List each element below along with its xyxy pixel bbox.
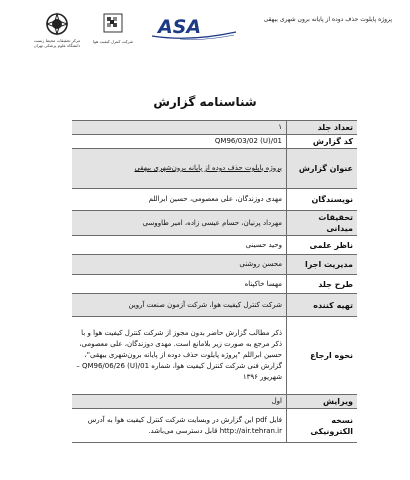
value-prepared-by: شرکت کنترل کیفیت هوا، شرکت آزمون صنعت آروین	[72, 294, 287, 317]
label-field-research: تحقیقات میدانی	[287, 211, 358, 236]
table-row	[72, 135, 357, 149]
table-row	[72, 255, 357, 275]
company-logo	[90, 12, 136, 54]
table-row	[72, 236, 357, 255]
label-edition: ویرایش	[287, 395, 358, 409]
university-logo	[28, 12, 86, 54]
left-logo-caption: مرکز تحقیقات محیط زیست دانشگاه علوم پزشکی تهران	[33, 38, 81, 48]
label-citation: نحوه ارجاع	[287, 317, 358, 395]
table-row	[72, 317, 357, 395]
label-execution-manager: مدیریت اجرا	[287, 255, 358, 275]
value-citation: ذکر مطالب گزارش حاضر بدون مجوز از شرکت کنترل کیفیت هوا و با ذکر مرجع به صورت زیر بلامانع است. مهدی دوزندگان، علی معصومی، حسین ابراللم "پروژه پایلوت حذف دوده از پایانه برون‌شهری بیهقی"، گزارش فنی شرکت کنترل کیفیت هوا، شماره QM96/06/26 (U)/01 – شهریور ۱۳۹۶	[72, 317, 287, 395]
middle-logo-caption: شرکت کنترل کیفیت هوا	[92, 39, 134, 44]
project-header-title: پروژه پایلوت حذف دوده از پایانه برون شهری بیهقی	[263, 16, 392, 23]
value-edition: اول	[72, 395, 287, 409]
value-execution-manager: محسن روشنی	[72, 255, 287, 275]
label-authors: نویسندگان	[287, 189, 358, 211]
table-row	[72, 121, 357, 135]
university-emblem-icon	[45, 12, 69, 36]
asa-logo	[150, 14, 238, 44]
value-report-title: پروژه پایلوت حذف دوده از پایانه برون‌شهری بیهقی	[72, 149, 287, 189]
label-scientific-supervisor: ناظر علمی	[287, 236, 358, 255]
value-electronic-version: فایل pdf این گزارش در وبسایت شرکت کنترل کیفیت هوا به آدرس http://air.tehran.ir قابل دسترسی می‌باشد.	[72, 409, 287, 443]
value-field-research: مهرداد پرنیان، حسام عیسی زاده، امیر طاووسی	[72, 211, 287, 236]
value-authors: مهدی دوزندگان، علی معصومی، حسین ابراللم	[72, 189, 287, 211]
label-cover-design: طرح جلد	[287, 275, 358, 294]
value-cover-design: مهسا خاکپناه	[72, 275, 287, 294]
label-electronic-version: نسخه الکترونیکی	[287, 409, 358, 443]
table-row	[72, 395, 357, 409]
company-emblem-icon	[102, 12, 124, 36]
label-prepared-by: تهیه کننده	[287, 294, 358, 317]
table-row	[72, 211, 357, 236]
table-row	[72, 149, 357, 189]
table-row	[72, 294, 357, 317]
value-report-code: QM96/03/02 (U)/01	[72, 135, 287, 149]
table-row	[72, 409, 357, 443]
asa-logo-text: ASA	[158, 16, 202, 38]
label-volumes: تعداد جلد	[287, 121, 358, 135]
value-scientific-supervisor: وحید حسینی	[72, 236, 287, 255]
page-header	[0, 0, 410, 58]
table-row	[72, 275, 357, 294]
value-volumes: ۱	[72, 121, 287, 135]
label-report-code: کد گزارش	[287, 135, 358, 149]
report-id-table	[72, 120, 357, 443]
report-id-title: شناسنامه گزارش	[153, 95, 257, 109]
label-report-title: عنوان گزارش	[287, 149, 358, 189]
table-row	[72, 189, 357, 211]
